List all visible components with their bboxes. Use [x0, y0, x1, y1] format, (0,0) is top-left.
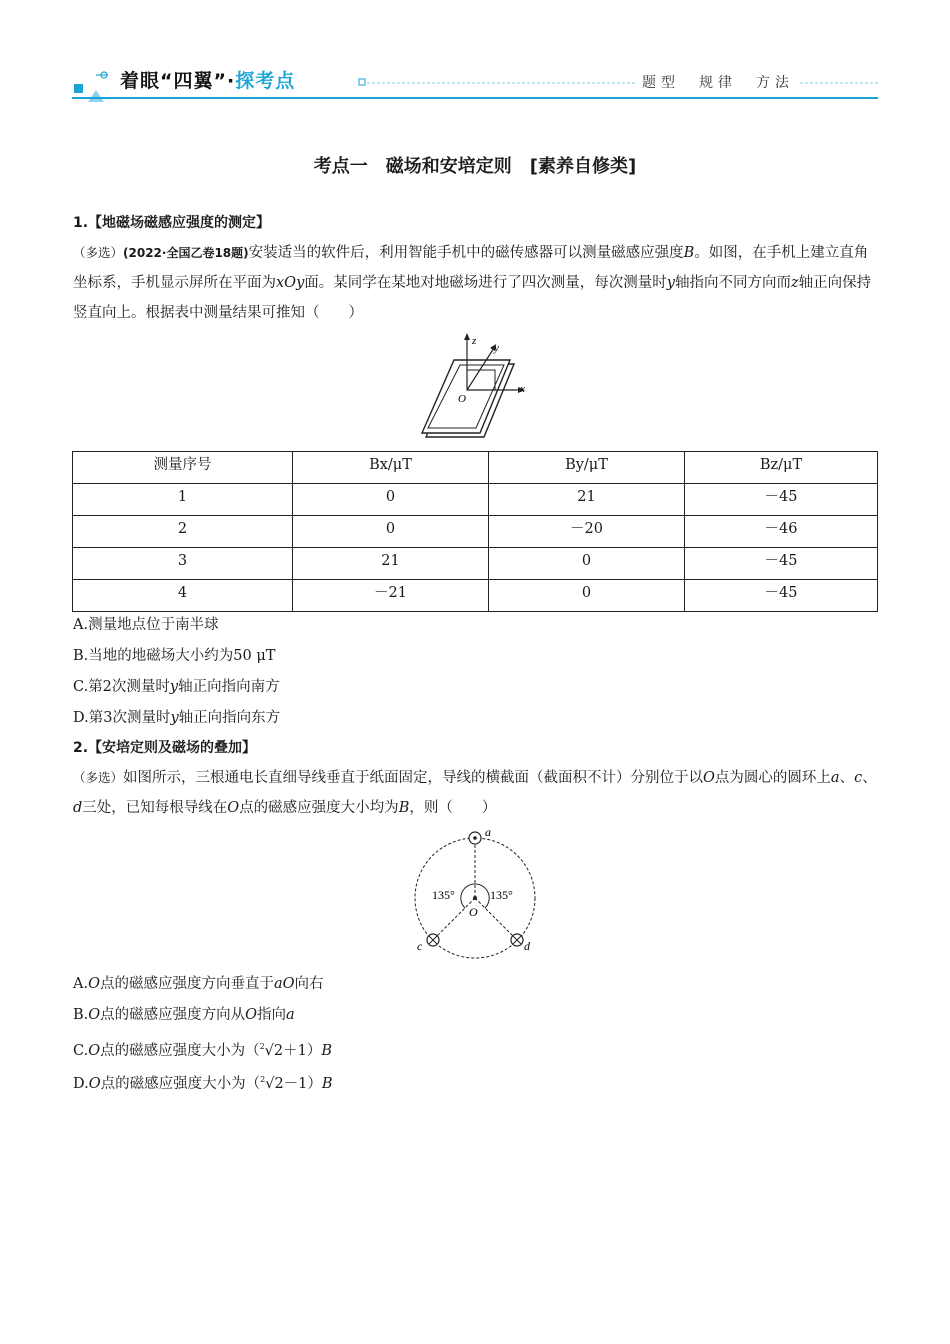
label-o: O [469, 905, 478, 919]
q1-text-a: 安装适当的软件后，利用智能手机中的磁传感器可以测量磁感应强度 [248, 245, 684, 261]
option-text: 点的磁感应强度大小为（ [100, 1075, 261, 1092]
option-var: O [88, 1007, 101, 1023]
option-text: 当地的地磁场大小约为50 μT [88, 648, 276, 664]
q2-sep: 、 [862, 770, 877, 786]
root-index: 2 [260, 1075, 266, 1084]
q1-text-e: 轴正向保持竖直向上。根据表中测量结果可推知（ ） [73, 275, 872, 321]
table-header-cell: Bz/μT [685, 452, 878, 484]
q1-text-c: 面。某同学在某地对地磁场进行了四次测量，每次测量时 [304, 275, 667, 291]
table-row [73, 516, 878, 548]
header-title [120, 66, 295, 93]
measurement-table [72, 451, 878, 612]
question-1-source: (2022·全国乙卷18题) [123, 246, 249, 260]
option-prefix: B. [73, 1007, 89, 1023]
table-cell: －46 [685, 516, 878, 548]
option-text: 第3次测量时 [88, 710, 171, 726]
radical: √2 [265, 1075, 284, 1092]
table-header-cell: 测量序号 [73, 452, 293, 484]
table-cell: 21 [489, 484, 685, 516]
table-cell: 21 [293, 548, 489, 580]
label-x: x [520, 383, 525, 395]
option-text: 轴正向指向南方 [178, 679, 280, 695]
q2-text-e: ，则（ ） [409, 800, 497, 816]
q2-option-d [73, 1070, 333, 1094]
label-z: z [472, 335, 477, 347]
q2-var-a: a [830, 770, 840, 786]
table-cell: 1 [73, 484, 293, 516]
q1-var-y: y [666, 275, 675, 291]
table-cell: －21 [293, 580, 489, 612]
option-prefix: D. [73, 1075, 89, 1092]
table-cell: 0 [489, 580, 685, 612]
phone-body-icon [422, 360, 514, 437]
q2-text-d: 点的磁感应强度大小均为 [239, 800, 399, 816]
q1-option-c [73, 677, 280, 697]
option-text: 点的磁感应强度方向从 [100, 1007, 246, 1023]
table-header-cell: By/μT [489, 452, 685, 484]
option-text: 点的磁感应强度方向垂直于 [99, 976, 274, 992]
q2-option-a [73, 974, 324, 994]
table-cell: 4 [73, 580, 293, 612]
option-var: y [170, 710, 179, 726]
table-row [73, 548, 878, 580]
table-cell: 0 [293, 516, 489, 548]
question-2 [73, 733, 879, 823]
q2-var-c: c [854, 770, 863, 786]
question-2-tag: （多选） [73, 770, 124, 785]
option-text: 指向 [257, 1007, 287, 1023]
option-prefix: D. [73, 710, 89, 726]
option-prefix: C. [73, 679, 89, 695]
header-title-main: 着眼“四翼”· [120, 70, 236, 92]
table-cell: －45 [685, 580, 878, 612]
table-header-cell: Bx/μT [293, 452, 489, 484]
q1-option-b [73, 646, 275, 666]
question-1-text [73, 238, 879, 328]
label-y: y [494, 342, 499, 354]
option-text: －1） [283, 1075, 322, 1092]
option-text: ＋1） [283, 1042, 322, 1059]
wires-circle-figure [408, 826, 548, 960]
table-cell: 2 [73, 516, 293, 548]
q1-option-d [73, 708, 280, 728]
option-text: 向右 [294, 976, 324, 992]
q2-var-d: d [73, 800, 83, 816]
table-cell: －45 [685, 484, 878, 516]
option-prefix: A. [73, 976, 89, 992]
option-prefix: B. [73, 648, 89, 664]
option-prefix: A. [73, 617, 89, 633]
label-c: c [417, 939, 423, 953]
phone-coordinate-figure [418, 332, 538, 442]
option-var: B [321, 1075, 333, 1092]
section-title: 考点一 磁场和安培定则 [素养自修类] [313, 156, 637, 177]
option-var: O [88, 1075, 101, 1092]
header-title-accent: 探考点 [235, 70, 296, 92]
table-header-row [73, 452, 878, 484]
page-header [72, 62, 878, 107]
option-var: O [88, 1042, 101, 1059]
option-var: aO [273, 976, 295, 992]
table-cell: －45 [685, 548, 878, 580]
q1-var-z: z [790, 275, 799, 291]
table-cell: 0 [489, 548, 685, 580]
q2-text-b: 点为圆心的圆环上 [714, 770, 831, 786]
question-2-text [73, 763, 879, 823]
option-var: O [88, 976, 100, 992]
wire-d-cross-icon [511, 934, 523, 946]
label-d: d [524, 939, 530, 953]
wire-c-cross-icon [427, 934, 439, 946]
q1-option-a [73, 615, 219, 635]
q1-text-d: 轴指向不同方向而 [674, 275, 791, 291]
question-1-tag: （多选） [73, 245, 124, 260]
q2-text-c: 三处，已知每根导线在 [82, 800, 228, 816]
table-cell: 0 [293, 484, 489, 516]
label-angle-right: 135° [490, 888, 513, 902]
root-index: 2 [259, 1042, 265, 1051]
option-var: a [286, 1007, 295, 1023]
table-row [73, 580, 878, 612]
option-var: y [169, 679, 179, 695]
question-2-heading: 2.【安培定则及磁场的叠加】 [73, 740, 257, 756]
q1-var-xoy: xOy [276, 275, 305, 291]
table-cell: －20 [489, 516, 685, 548]
option-text: 点的磁感应强度大小为（ [100, 1042, 260, 1059]
wire-a-dot-icon [469, 832, 481, 844]
q2-sep: 、 [839, 770, 855, 786]
option-var: O [245, 1007, 258, 1023]
label-angle-left: 135° [432, 888, 455, 902]
header-right-text: 题型 规律 方法 [642, 75, 794, 91]
q1-text-b: 。如图，在手机上建立直角坐标系，手机显示屏所在平面为 [73, 245, 869, 291]
label-a: a [485, 826, 491, 839]
q2-text-a: 如图所示，三根通电长直细导线垂直于纸面固定，导线的横截面（截面积不计）分别位于以 [123, 770, 704, 786]
q2-var-o: O [227, 800, 240, 816]
question-1 [73, 208, 879, 328]
radical: √2 [264, 1042, 284, 1059]
option-text: 测量地点位于南半球 [88, 617, 219, 633]
table-row [73, 484, 878, 516]
question-1-heading: 1.【地磁场磁感应强度的测定】 [73, 215, 271, 231]
q2-var-o: O [703, 770, 715, 786]
q2-var-b: B [398, 800, 410, 816]
option-text: 轴正向指向东方 [178, 710, 281, 726]
q2-option-b [73, 1005, 295, 1025]
q1-var-b: B [683, 245, 695, 261]
option-var: B [321, 1042, 333, 1059]
table-cell: 3 [73, 548, 293, 580]
q2-option-c [73, 1037, 332, 1061]
option-text: 第2次测量时 [88, 679, 170, 695]
option-prefix: C. [73, 1042, 89, 1059]
label-origin: O [458, 393, 466, 405]
